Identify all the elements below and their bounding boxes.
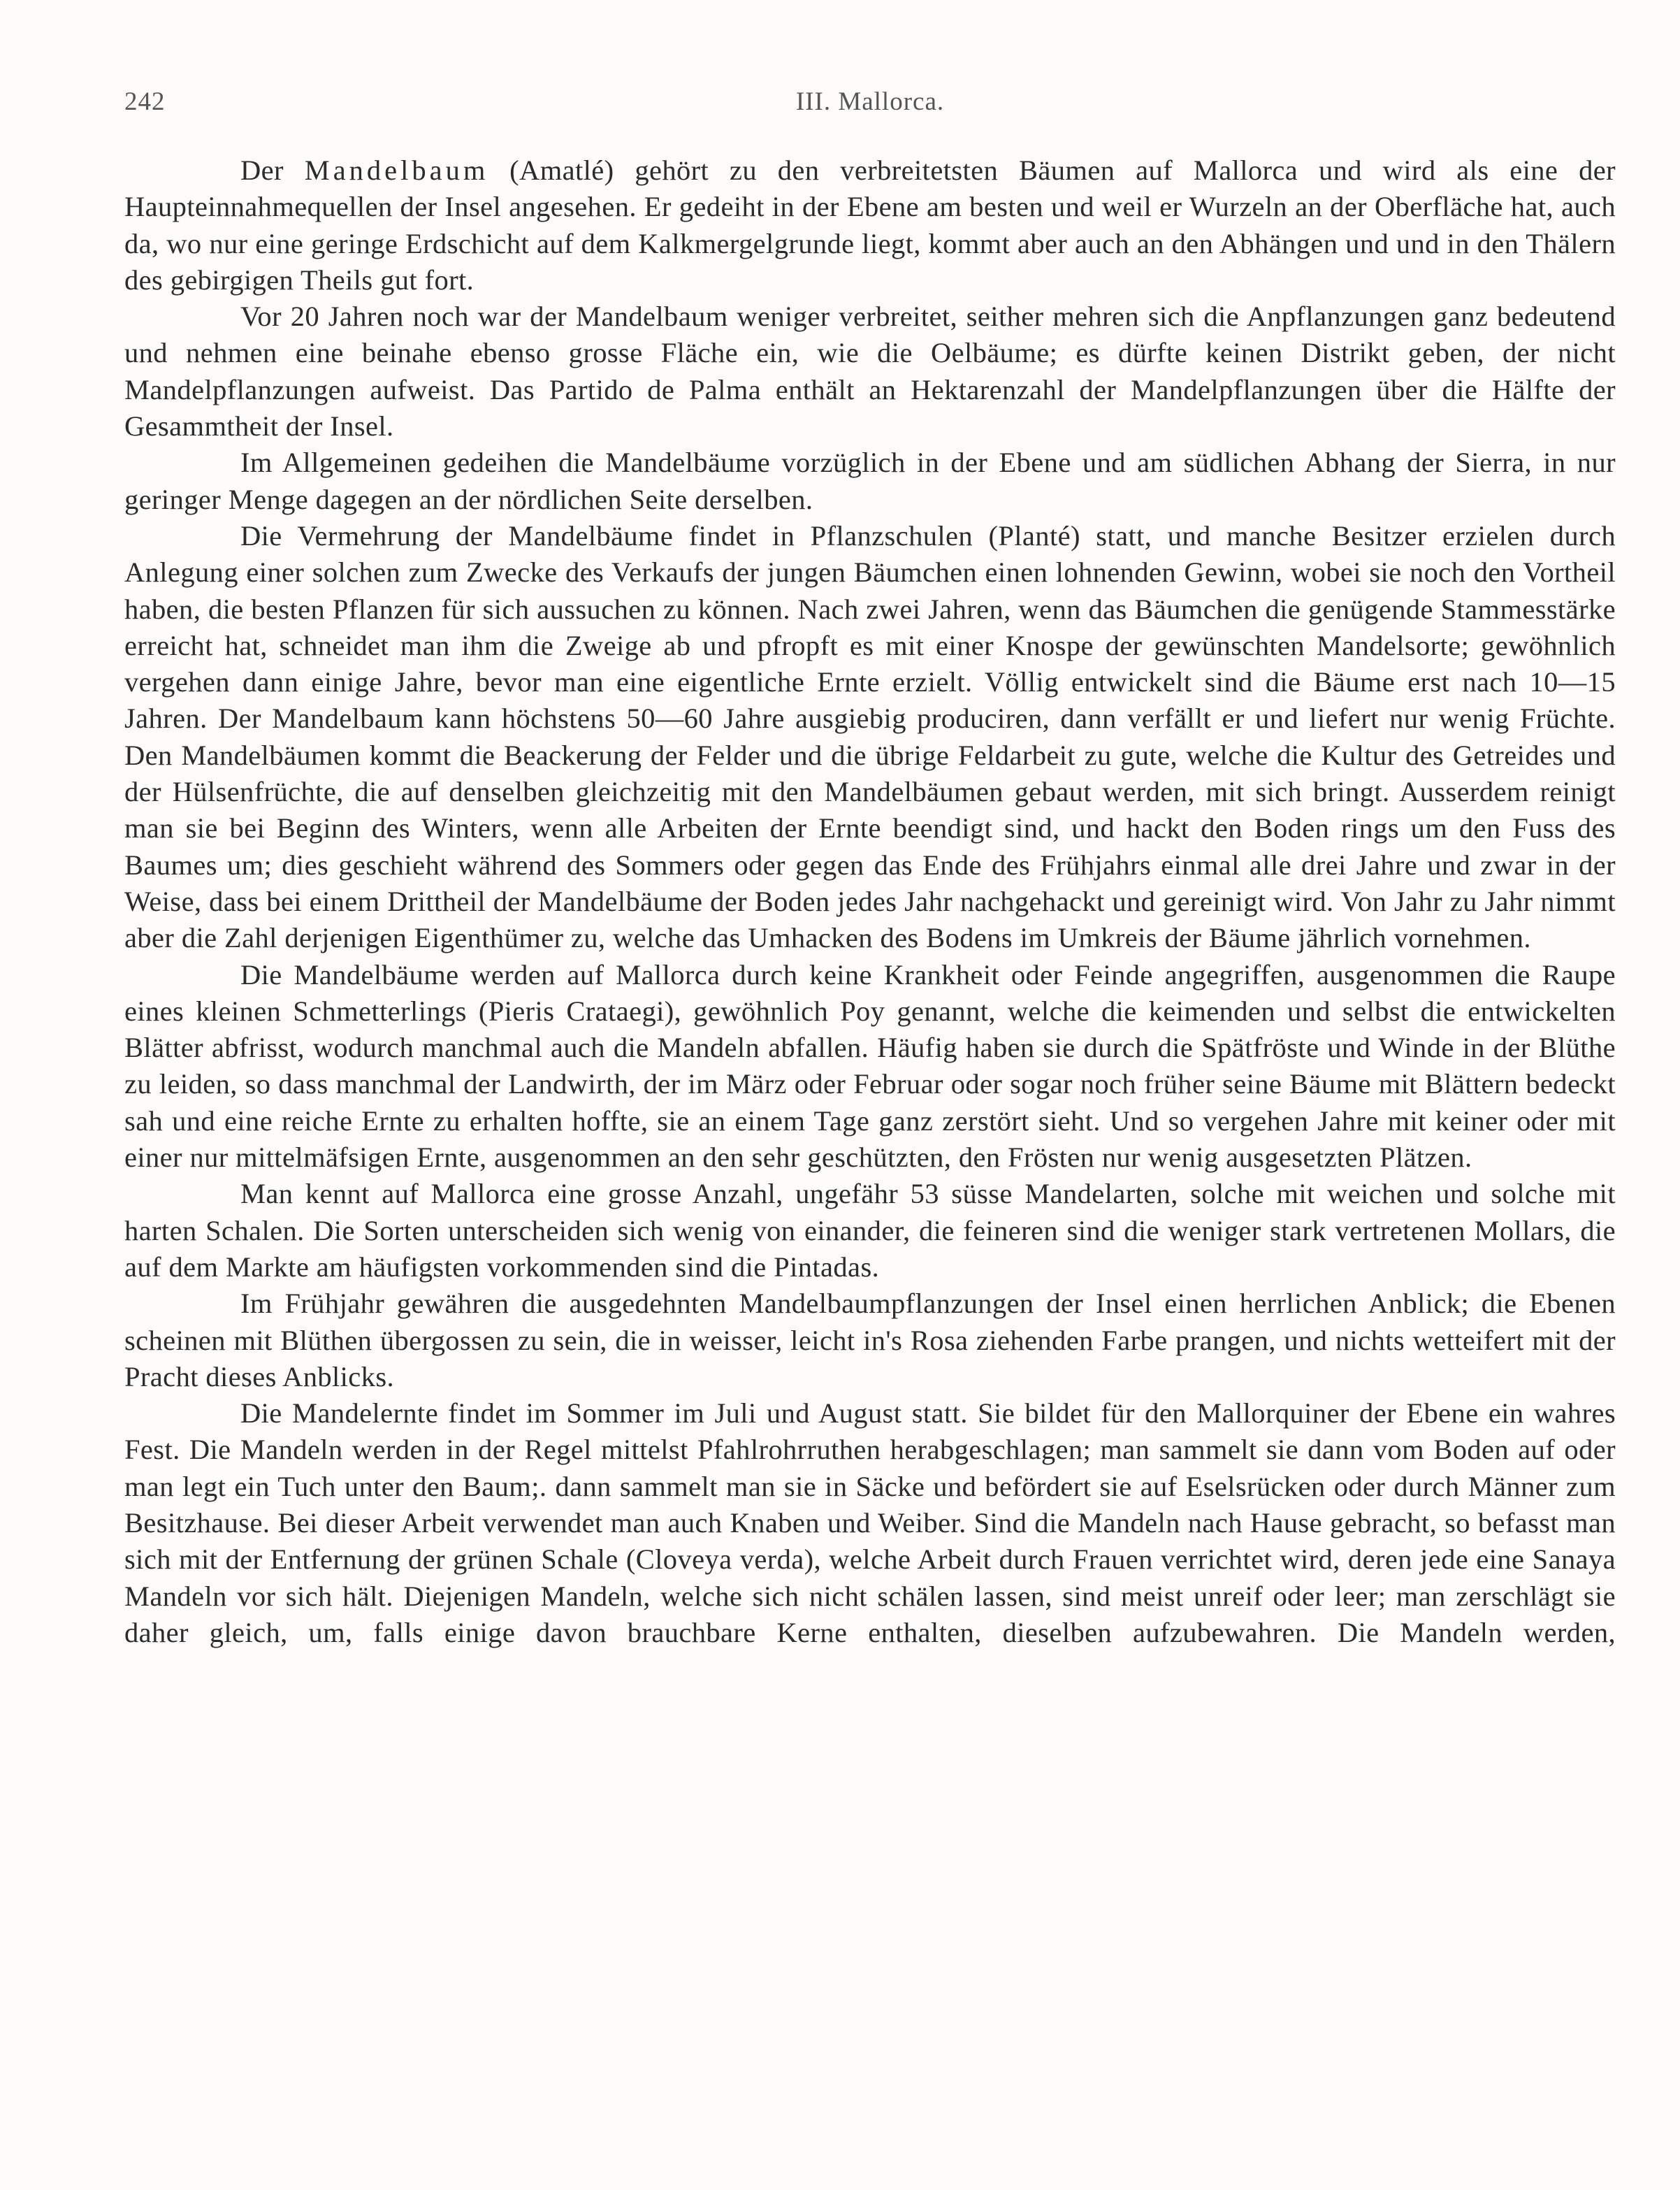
paragraph-lead: Der <box>240 154 305 186</box>
paragraph: Im Frühjahr gewähren die ausgedehnten Mandelbaumpflanzungen der Insel einen herrlichen Anblick; die Ebenen scheinen mit Blüthen übergossen zu sein, die in weisser, leicht in's Rosa ziehenden Farbe prangen, und nichts wetteifert mit der Pracht dieses Anblicks. <box>124 1288 1616 1392</box>
page-content <box>124 77 1616 1651</box>
paragraph: Man kennt auf Mallorca eine grosse Anzahl, ungefähr 53 süsse Mandelarten, solche mit weichen und solche mit harten Schalen. Die Sorten unterscheiden sich wenig von einander, die feineren sind die weniger stark vertretenen Mollars, die auf dem Markte am häufigsten vorkommenden sind die Pintadas. <box>124 1178 1616 1283</box>
chapter-title: III. Mallorca. <box>795 87 945 116</box>
paragraph: Die Mandelernte findet im Sommer im Juli und August statt. Sie bildet für den Mallorquiner der Ebene ein wahres Fest. Die Mandeln werden in der Regel mittelst Pfahlrohrruthen herabgeschlagen; man sammelt sie dann vom Boden auf oder man legt ein Tuch unter den Baum;. dann sammelt man sie in Säcke und befördert sie auf Eselsrücken oder durch Männer zum Besitzhause. Bei dieser Arbeit verwendet man auch Knaben und Weiber. Sind die Mandeln nach Hause gebracht, so befasst man sich mit der Entfernung der grünen Schale (Cloveya verda), welche Arbeit durch Frauen verrichtet wird, deren jede eine Sanaya Mandeln vor sich hält. Diejenigen Mandeln, welche sich nicht schälen lassen, sind meist unreif oder leer; man zerschlägt sie daher gleich, um, falls einige davon brauchbare Kerne enthalten, dieselben aufzubewahren. Die Mandeln werden, <box>124 1397 1616 1648</box>
page-number: 242 <box>124 87 166 116</box>
paragraph-text: (Amatlé) gehört zu den verbreitetsten Bäumen auf Mallorca und wird als eine der Haupteinnahmequellen der Insel angesehen. Er gedeiht in der Ebene am besten und weil er Wurzeln an der Oberfläche hat, auch da, wo nur eine geringe Erdschicht auf dem Kalkmergelgrunde liegt, kommt aber auch an den Abhängen und und in den Thälern des gebirgigen Theils gut fort. <box>124 154 1616 296</box>
paragraph: Vor 20 Jahren noch war der Mandelbaum weniger verbreitet, seither mehren sich die Anpflanzungen ganz bedeutend und nehmen eine beinahe ebenso grosse Fläche ein, wie die Oelbäume; es dürfte keinen Distrikt geben, der nicht Mandelpflanzungen aufweist. Das Partido de Palma enthält an Hektarenzahl der Mandelpflanzungen über die Hälfte der Gesammtheit der Insel. <box>124 301 1616 442</box>
paragraph: Die Mandelbäume werden auf Mallorca durch keine Krankheit oder Feinde angegriffen, ausgenommen die Raupe eines kleinen Schmetterlings (Pieris Crataegi), gewöhnlich Poy genannt, welche die keimenden und selbst die entwickelten Blätter abfrisst, wodurch manchmal auch die Mandeln abfallen. Häufig haben sie durch die Spätfröste und Winde in der Blüthe zu leiden, so dass manchmal der Landwirth, der im März oder Februar oder sogar noch früher seine Bäume mit Blättern bedeckt sah und eine reiche Ernte zu erhalten hoffte, sie an einem Tage ganz zerstört sieht. Und so vergehen Jahre mit keiner oder mit einer nur mittelmäfsigen Ernte, ausgenommen an den sehr geschützten, den Frösten nur wenig ausgesetzten Plätzen. <box>124 958 1616 1174</box>
paragraph: Die Vermehrung der Mandelbäume findet in Pflanzschulen (Planté) statt, und manche Besitzer erzielen durch Anlegung einer solchen zum Zwecke des Verkaufs der jungen Bäumchen einen lohnenden Gewinn, wobei sie noch den Vortheil haben, die besten Pflanzen für sich aussuchen zu können. Nach zwei Jahren, wenn das Bäumchen die genügende Stammesstärke erreicht hat, schneidet man ihm die Zweige ab und pfropft es mit einer Knospe der gewünschten Mandelsorte; gewöhnlich vergehen dann einige Jahre, bevor man eine eigentliche Ernte erzielt. Völlig entwickelt sind die Bäume erst nach 10—15 Jahren. Der Mandelbaum kann höchstens 50—60 Jahre ausgiebig produciren, dann verfällt er und liefert nur wenig Früchte. Den Mandelbäumen kommt die Beackerung der Felder und die übrige Feldarbeit zu gute, welche die Kultur des Getreides und der Hülsenfrüchte, die auf denselben gleichzeitig mit den Mandelbäumen gebaut werden, mit sich bringt. Ausserdem reinigt man sie bei Beginn des Winters, wenn alle Arbeiten der Ernte beendigt sind, und hackt den Boden rings um den Fuss des Baumes um; dies geschieht während des Sommers oder gegen das Ende des Frühjahrs einmal alle drei Jahre und zwar in der Weise, dass bei einem Drittheil der Mandelbäume der Boden jedes Jahr nachgehackt und gereinigt wird. Von Jahr zu Jahr nimmt aber die Zahl derjenigen Eigenthümer zu, welche das Umhacken des Bodens im Umkreis der Bäume jährlich vornehmen. <box>124 519 1616 954</box>
emphasized-term: Mandelbaum <box>304 154 489 186</box>
body-text <box>124 152 1616 1651</box>
paragraph: Im Allgemeinen gedeihen die Mandelbäume vorzüglich in der Ebene und am südlichen Abhang der Sierra, in nur geringer Menge dagegen an der nördlichen Seite derselben. <box>124 447 1616 515</box>
paragraph <box>124 152 1616 298</box>
running-head <box>124 77 1616 119</box>
